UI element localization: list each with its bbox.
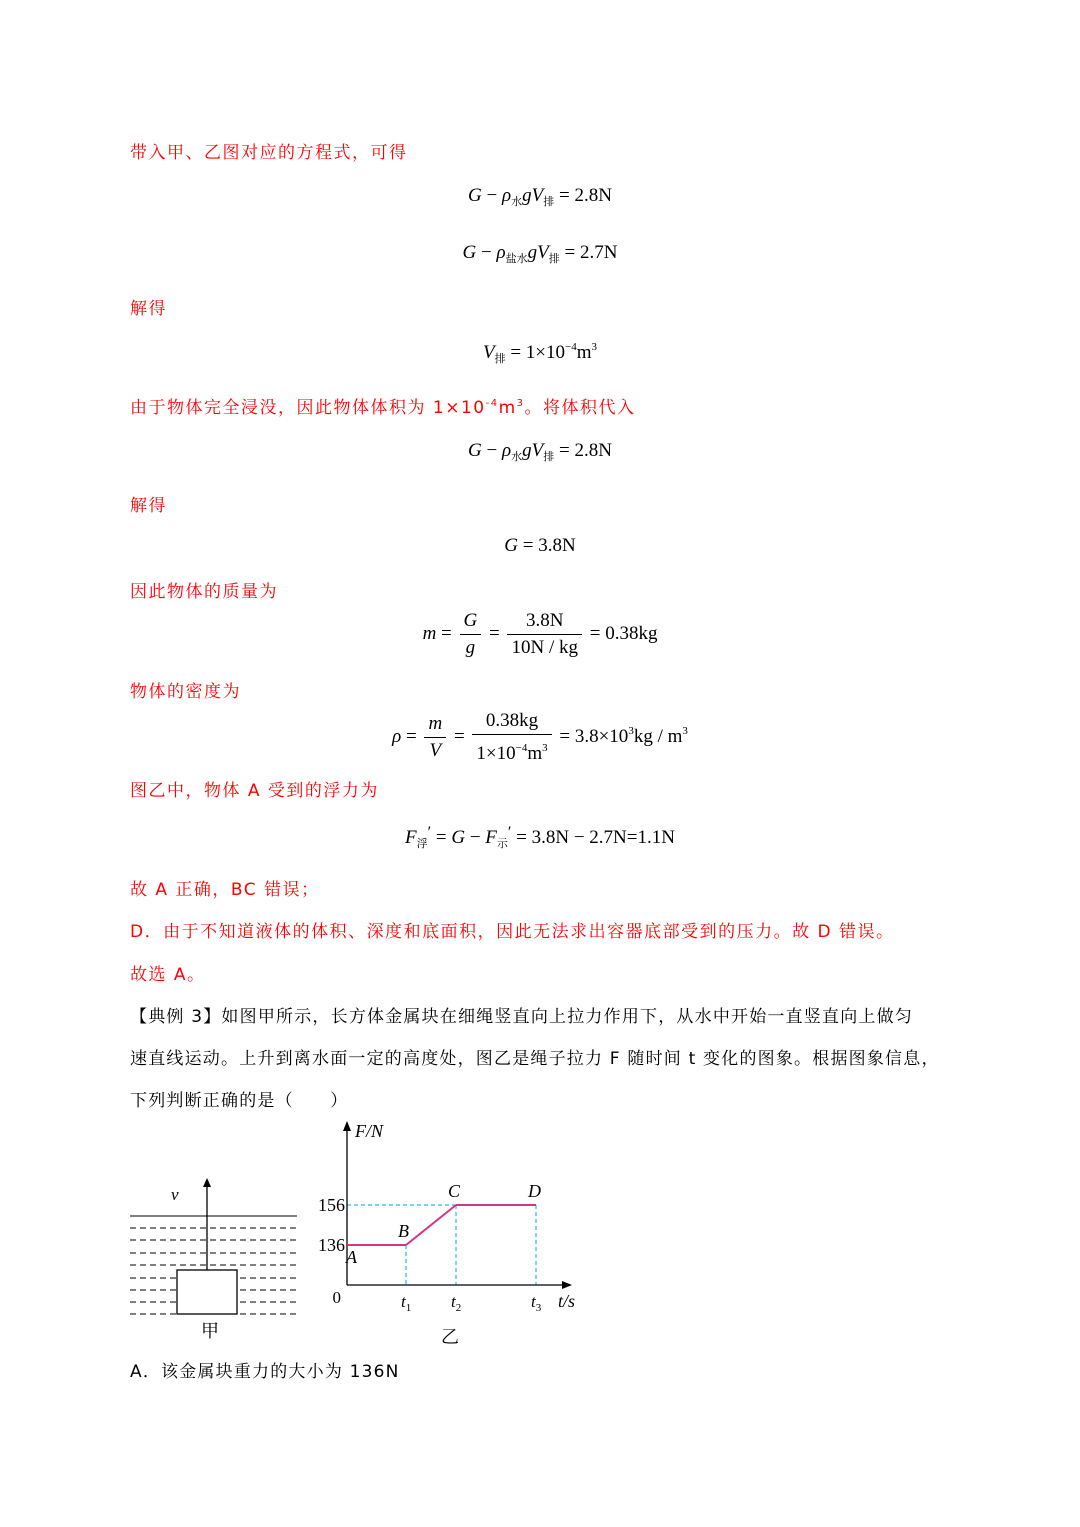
yi-label: 乙 <box>441 1327 459 1348</box>
text-line-7: 图乙中，物体 A 受到的浮力为 <box>130 781 379 801</box>
question-line-3: 下列判断正确的是（ ） <box>130 1091 349 1111</box>
series-segment <box>406 1205 456 1245</box>
equation-8: $F_浮' = G - F_示' = 3.8N - 2.7N=1.1N$ <box>405 824 675 850</box>
x-tick-label: $t_3$ <box>531 1292 542 1314</box>
equation-2: $G - \rho_{盐水}gV_排 = 2.7N$ <box>462 242 618 265</box>
point-label: A <box>346 1247 357 1267</box>
text-line-2: 解得 <box>130 299 167 319</box>
text-line-4: 解得 <box>130 496 167 516</box>
point-label: B <box>398 1221 409 1241</box>
jia-label: 甲 <box>201 1321 219 1342</box>
text-line-10: 故选 A。 <box>130 965 206 985</box>
equation-3: $V_排 = 1\times 10^{-4}m^3$ <box>482 341 598 365</box>
text-line-5: 因此物体的质量为 <box>130 582 278 602</box>
y-tick-label: 136 <box>318 1235 345 1255</box>
equation-4: $G - \rho_水gV_排 = 2.8N$ <box>468 440 612 463</box>
y-axis-label: F/N <box>355 1121 384 1141</box>
text-line-6: 物体的密度为 <box>130 682 241 702</box>
origin-label: 0 <box>332 1288 341 1307</box>
point-label: D <box>528 1181 541 1201</box>
x-tick-label: $t_2$ <box>451 1292 462 1314</box>
x-tick-label: $t_1$ <box>401 1292 412 1314</box>
text-line-8: 故 A 正确，BC 错误； <box>130 880 320 900</box>
option-a: A．该金属块重力的大小为 136N <box>130 1362 400 1382</box>
x-axis-arrow-icon <box>562 1281 572 1289</box>
metal-block <box>177 1270 237 1314</box>
text-line-1: 带入甲、乙图对应的方程式，可得 <box>130 143 408 163</box>
equation-6: m = $\frac{G}{g}$ = $\frac{3.8N}{10N / kg}$ = 0.38kg <box>422 610 658 658</box>
question-line-2: 速直线运动。上升到离水面一定的高度处，图乙是绳子拉力 F 随时间 t 变化的图象。根据图象信息， <box>130 1049 940 1069</box>
equation-1: $G - \rho_水gV_排 = 2.8N$ <box>468 185 612 208</box>
text-line-3: 由于物体完全浸没，因此物体体积为 $1\times 10^{-4}m^3$。将体积代入 <box>130 398 636 418</box>
text-line-9: D．由于不知道液体的体积、深度和底面积，因此无法求出容器底部受到的压力。故 D 错误。 <box>130 922 895 942</box>
x-axis-label: t/s <box>558 1291 576 1311</box>
figure-jia <box>125 1170 305 1345</box>
y-axis-arrow-icon <box>343 1121 351 1131</box>
arrow-up-icon <box>203 1178 211 1187</box>
figure-yi-chart <box>300 1115 590 1350</box>
y-tick-label: 156 <box>318 1195 345 1215</box>
equation-7: ρ = $\frac{m}{V}$ = $\frac{0.38kg}{1\times 10^{-4}m^3}$ = $3.8\times 10^3kg / m^3$ <box>392 710 688 764</box>
question-line-1: 【典例 3】如图甲所示，长方体金属块在细绳竖直向上拉力作用下，从水中开始一直竖直向上做匀 <box>130 1007 914 1027</box>
velocity-label: v <box>171 1185 179 1204</box>
point-label: C <box>448 1181 461 1201</box>
equation-5: G = 3.8N <box>504 535 576 556</box>
